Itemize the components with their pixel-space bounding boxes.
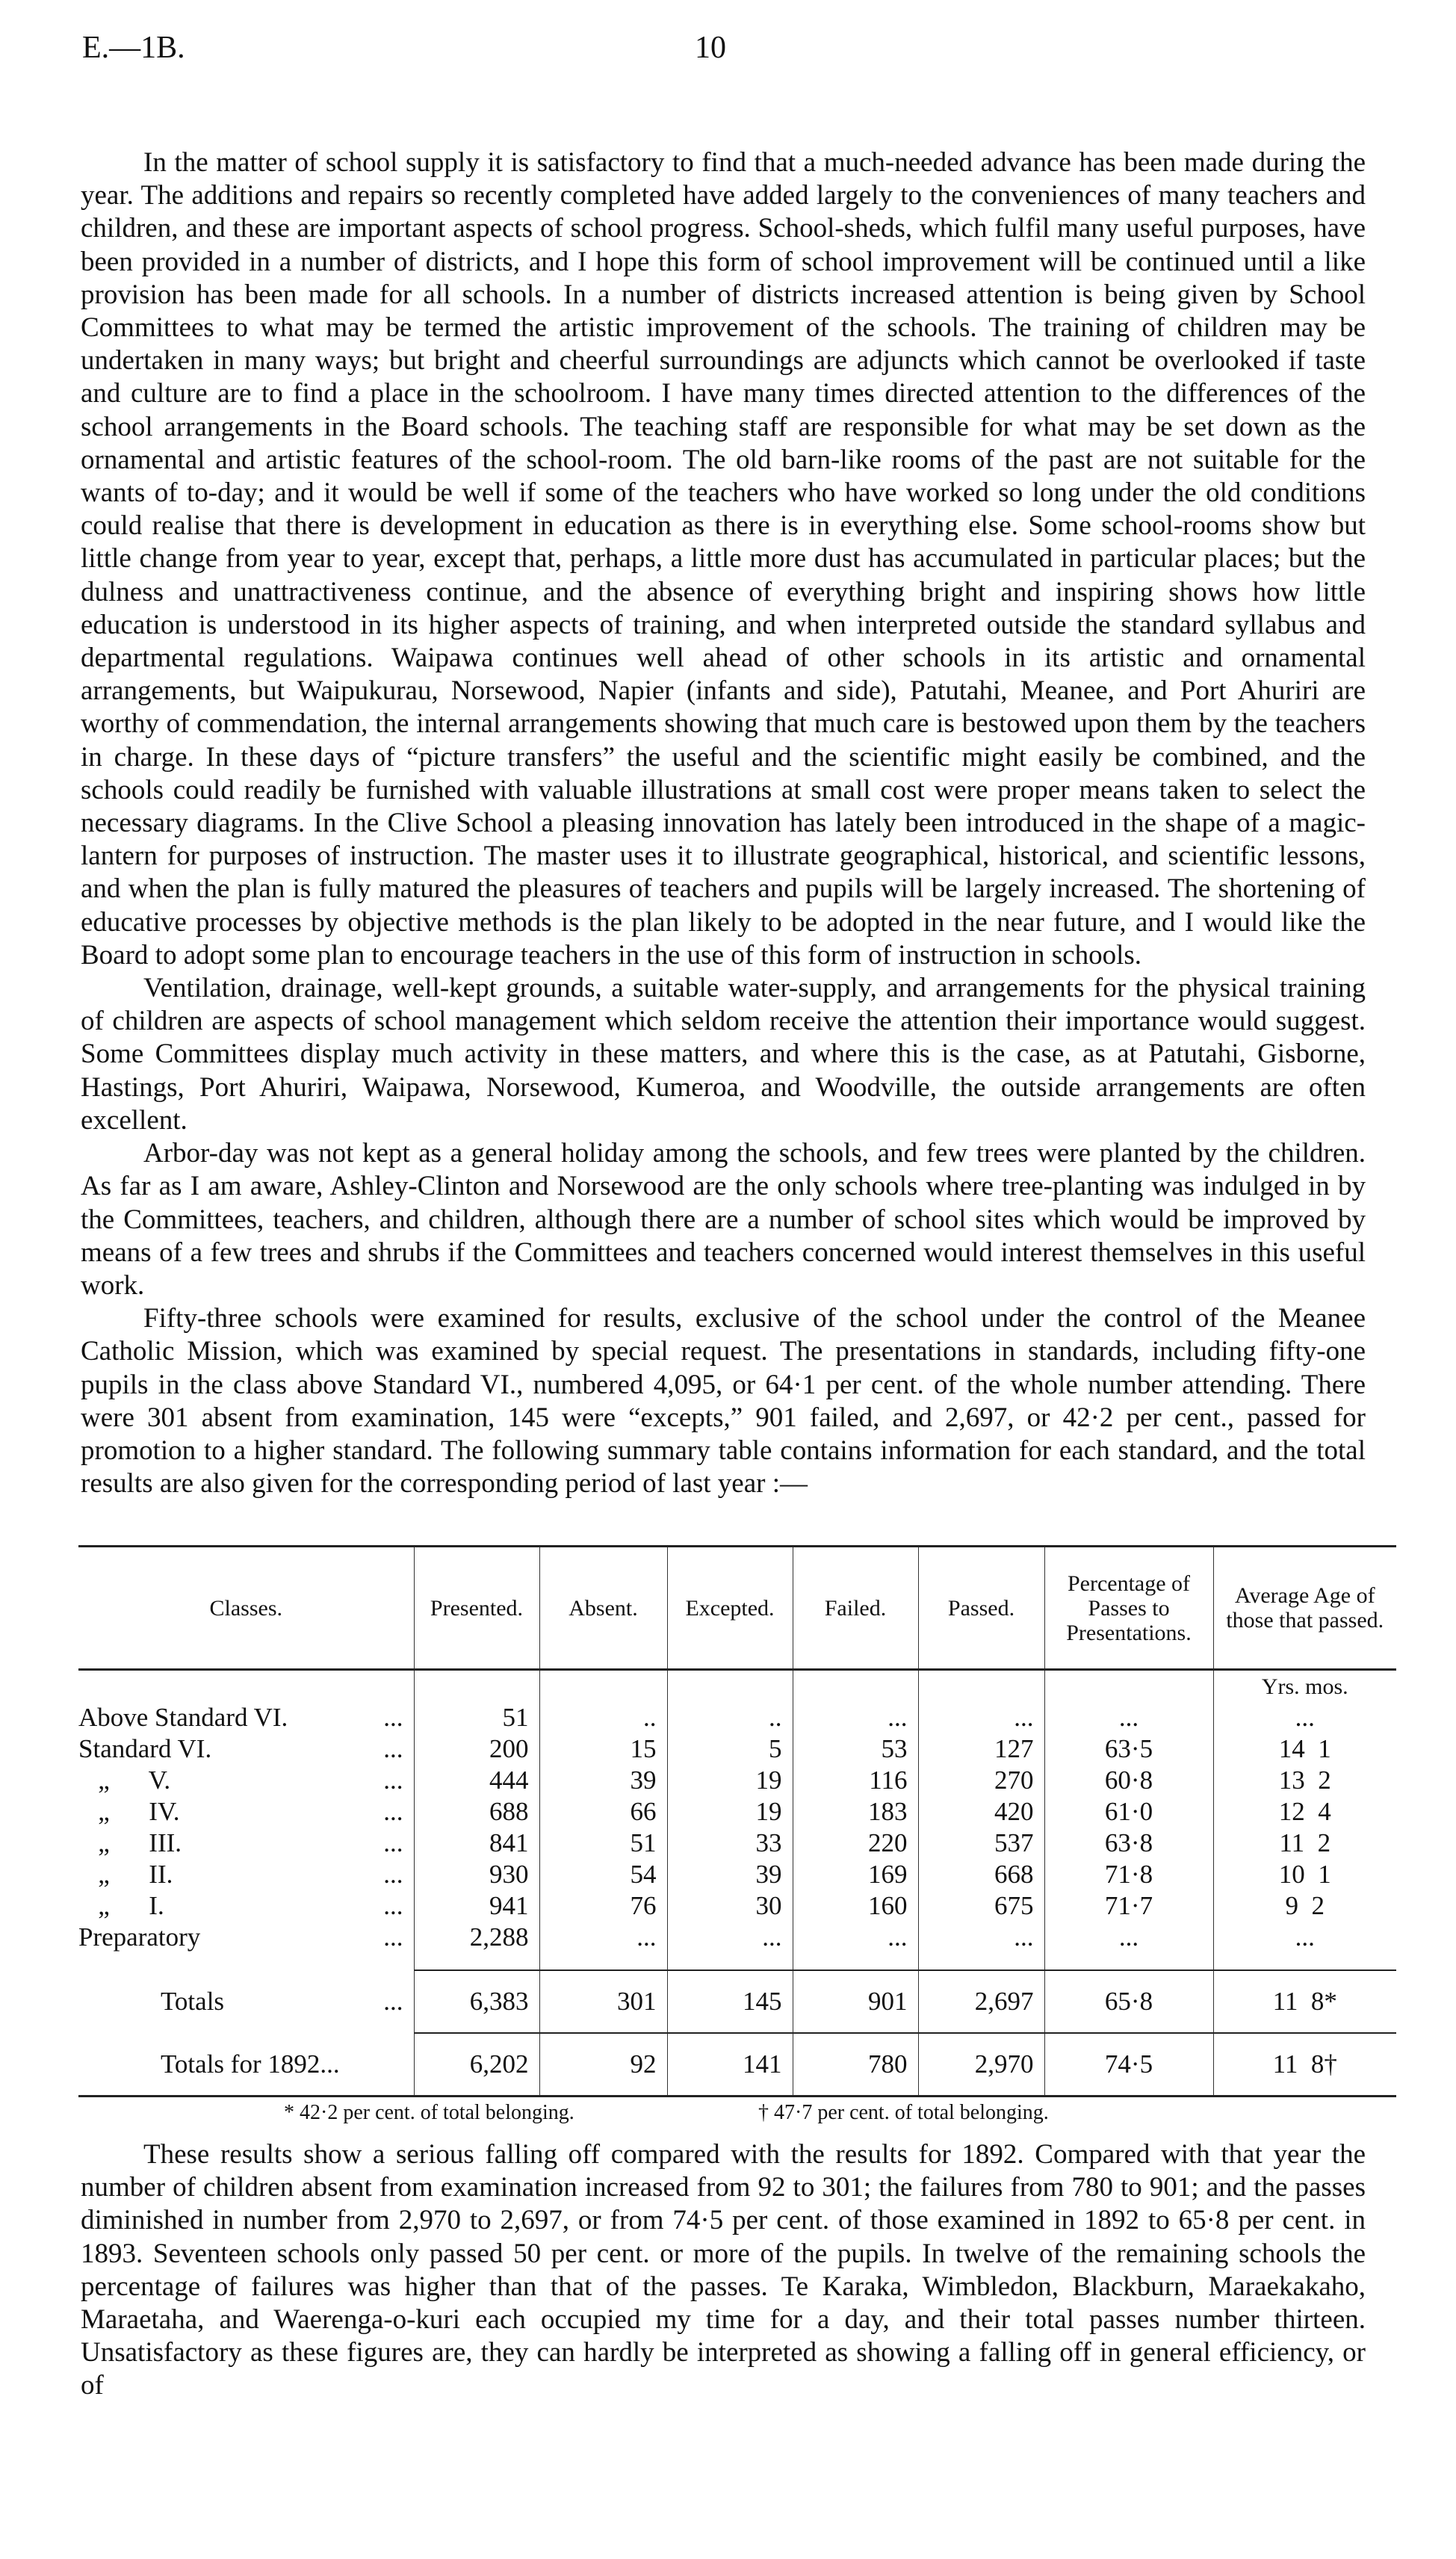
- cell-passed: ...: [918, 1922, 1044, 1953]
- leader-dots: ...: [383, 1797, 403, 1826]
- col-header-presented: Presented.: [414, 1547, 539, 1670]
- cell-absent: 54: [539, 1859, 667, 1890]
- cell-presented: 6,202: [414, 2033, 539, 2097]
- class-name: Totals: [161, 1987, 225, 2016]
- class-label: [78, 1702, 414, 1733]
- cell-pct: 74·5: [1044, 2033, 1213, 2097]
- cell-presented: 841: [414, 1828, 539, 1859]
- class-label: [78, 1970, 414, 2033]
- cell-absent: 92: [539, 2033, 667, 2097]
- col-header-percentage: Percentage of Passes to Presentations.: [1044, 1547, 1213, 1670]
- cell-absent: 51: [539, 1828, 667, 1859]
- cell-absent: 66: [539, 1796, 667, 1828]
- cell-passed: 675: [918, 1890, 1044, 1922]
- table-header-row: [78, 1547, 1396, 1670]
- cell-presented: 200: [414, 1733, 539, 1765]
- totals-row: [78, 1970, 1396, 2033]
- cell-presented: 688: [414, 1796, 539, 1828]
- cell-presented: 930: [414, 1859, 539, 1890]
- cell-pct: 63·8: [1044, 1828, 1213, 1859]
- cell-age: 13 2: [1213, 1765, 1396, 1796]
- col-header-classes: Classes.: [78, 1547, 414, 1670]
- cell-failed: 169: [793, 1859, 918, 1890]
- cell-age: 14 1: [1213, 1733, 1396, 1765]
- cell-failed: 901: [793, 1970, 918, 2033]
- leader-dots: ...: [383, 1987, 403, 2016]
- leader-dots: ...: [383, 1766, 403, 1795]
- table-row: [78, 1733, 1396, 1765]
- cell-absent: ..: [539, 1702, 667, 1733]
- closing-text: [81, 2138, 1366, 2403]
- spacer-row: [78, 1953, 1396, 1970]
- footnote-dagger: † 47·7 per cent. of total belonging.: [758, 2101, 1049, 2124]
- cell-age: ...: [1213, 1922, 1396, 1953]
- class-name: Above Standard VI.: [78, 1703, 288, 1732]
- col-header-average-age: Average Age of those that passed.: [1213, 1547, 1396, 1670]
- cell-excepted: 30: [667, 1890, 793, 1922]
- col-header-failed: Failed.: [793, 1547, 918, 1670]
- leader-dots: ...: [383, 1860, 403, 1889]
- cell-presented: 51: [414, 1702, 539, 1733]
- table-row: [78, 1890, 1396, 1922]
- page-number: 10: [695, 31, 726, 65]
- cell-failed: 53: [793, 1733, 918, 1765]
- cell-failed: 780: [793, 2033, 918, 2097]
- leader-dots: ...: [383, 1734, 403, 1763]
- footnote-asterisk: * 42·2 per cent. of total belonging.: [284, 2101, 574, 2124]
- cell-passed: ...: [918, 1702, 1044, 1733]
- class-label: [78, 1733, 414, 1765]
- paragraph-results: These results show a serious falling off compared with the results for 1892. Compared with that year the number of children absent from examination increased from 92 to 301; the failures from 780 to 901; and the passes diminished in number from 2,970 to 2,697, or from 74·5 per cent. of those examined in 1892 to 65·8 per cent. in 1893. Seventeen schools only passed 50 per cent. or more of the pupils. In twelve of the remaining schools the percentage of failures was higher than that of the passes. Te Karaka, Wimbledon, Blackburn, Maraekakaho, Maraetaha, and Waerenga-o-kuri each occupied my time for a day, and their total passes number thirteen. Unsatisfactory as these figures are, they can hardly be interpreted as showing a falling off in general efficiency, or of: [81, 2139, 1366, 2401]
- totals-1892-row: [78, 2033, 1396, 2097]
- cell-pct: 71·8: [1044, 1859, 1213, 1890]
- cell-presented: 941: [414, 1890, 539, 1922]
- cell-passed: 270: [918, 1765, 1044, 1796]
- class-label: [78, 1859, 414, 1890]
- cell-pct: 63·5: [1044, 1733, 1213, 1765]
- cell-age: 12 4: [1213, 1796, 1396, 1828]
- paragraph-school-supply: In the matter of school supply it is satisfactory to find that a much-needed advance has been made during the year. The additions and repairs so recently completed have added largely to the conveniences of many teachers and children, and these are important aspects of school progress. School-sheds, which fulfil many useful purposes, have been provided in a number of districts, and I hope this form of school improvement will be continued until a like provision has been made for all schools. In a number of districts increased attention is being given by School Committees to what may be termed the artistic improvement of the schools. The training of children may be undertaken in many ways; but bright and cheerful surroundings are adjuncts which cannot be overlooked if taste and culture are to find a place in the schoolroom. I have many times directed attention to the differences of the school arrangements in the Board schools. The teaching staff are responsible for what may be set down as the ornamental and artistic features of the school-room. The old barn-like rooms of the past are not suitable for the wants of to-day; and it would be well if some of the teachers who have worked so long under the old conditions could realise that there is development in education as there is in everything else. Some school-rooms show but little change from year to year, except that, perhaps, a little more dust has accumulated in particular places; but the dulness and unattractiveness continue, and the absence of everything bright and inspiring shows how little education is understood in its higher aspects of training, and when interpreted outside the standard syllabus and departmental regulations. Waipawa continues well ahead of other schools in its artistic and ornamental arrangements, but Waipukurau, Norsewood, Napier (infants and side), Patutahi, Meanee, and Port Ahuriri are worthy of commendation, the internal arrangements showing that much care is bestowed upon them by the teachers in charge. In these days of “picture transfers” the useful and the scientific might easily be combined, and the schools could readily be furnished with valuable illustrations at small cost were proper means taken to select the necessary diagrams. In the Clive School a pleasing innovation has lately been introduced in the shape of a magic-lantern for purposes of instruction. The master uses it to illustrate geographical, historical, and scientific lessons, and when the plan is fully matured the pleasures of teachers and pupils will be largely increased. The shortening of educative processes by objective methods is the plan likely to be adopted in the near future, and I would like the Board to adopt some plan to encourage teachers in the use of this form of instruction in schools.: [81, 147, 1366, 971]
- document-reference: E.—1B.: [82, 31, 185, 65]
- cell-pct: ...: [1044, 1702, 1213, 1733]
- class-name: Preparatory: [78, 1922, 201, 1952]
- paragraph-arbor-day: Arbor-day was not kept as a general holiday among the schools, and few trees were planted by the children. As far as I am aware, Ashley-Clinton and Norsewood are the only schools where tree-planting was indulged in by the Committees, teachers, and children, although there are a number of school sites which would be improved by means of a few trees and shrubs if the Committees and teachers concerned would interest themselves in this useful work.: [81, 1138, 1366, 1301]
- cell-excepted: ..: [667, 1702, 793, 1733]
- cell-pct: 71·7: [1044, 1890, 1213, 1922]
- cell-passed: 668: [918, 1859, 1044, 1890]
- table-row: [78, 1796, 1396, 1828]
- class-name: „ II.: [78, 1860, 173, 1889]
- cell-presented: 2,288: [414, 1922, 539, 1953]
- leader-dots: ...: [383, 1703, 403, 1732]
- cell-pct: ...: [1044, 1922, 1213, 1953]
- cell-passed: 2,970: [918, 2033, 1044, 2097]
- class-label: [78, 1922, 414, 1953]
- class-label: [78, 1765, 414, 1796]
- cell-failed: 116: [793, 1765, 918, 1796]
- cell-failed: 160: [793, 1890, 918, 1922]
- cell-age: 11 8†: [1213, 2033, 1396, 2097]
- cell-failed: ...: [793, 1702, 918, 1733]
- cell-passed: 2,697: [918, 1970, 1044, 2033]
- cell-age: 10 1: [1213, 1859, 1396, 1890]
- class-name: „ V.: [78, 1766, 171, 1795]
- cell-failed: ...: [793, 1922, 918, 1953]
- cell-excepted: 39: [667, 1859, 793, 1890]
- cell-age: 9 2: [1213, 1890, 1396, 1922]
- cell-excepted: 19: [667, 1796, 793, 1828]
- cell-pct: 61·0: [1044, 1796, 1213, 1828]
- class-label: [78, 2033, 414, 2097]
- cell-excepted: ...: [667, 1922, 793, 1953]
- cell-failed: 183: [793, 1796, 918, 1828]
- cell-excepted: 19: [667, 1765, 793, 1796]
- cell-passed: 537: [918, 1828, 1044, 1859]
- class-label: [78, 1828, 414, 1859]
- cell-age: 11 8*: [1213, 1970, 1396, 2033]
- table-row: [78, 1828, 1396, 1859]
- summary-table: [78, 1545, 1396, 2097]
- cell-absent: ...: [539, 1922, 667, 1953]
- class-name: Totals for 1892...: [161, 2049, 340, 2079]
- cell-excepted: 5: [667, 1733, 793, 1765]
- table-row: [78, 1922, 1396, 1953]
- class-name: „ IV.: [78, 1797, 180, 1826]
- class-label: [78, 1796, 414, 1828]
- cell-absent: 39: [539, 1765, 667, 1796]
- cell-failed: 220: [793, 1828, 918, 1859]
- cell-excepted: 33: [667, 1828, 793, 1859]
- table-row: [78, 1765, 1396, 1796]
- cell-pct: 65·8: [1044, 1970, 1213, 2033]
- class-name: „ III.: [78, 1828, 182, 1857]
- table-row: [78, 1859, 1396, 1890]
- cell-absent: 15: [539, 1733, 667, 1765]
- cell-excepted: 145: [667, 1970, 793, 2033]
- leader-dots: ...: [383, 1891, 403, 1920]
- leader-dots: ...: [383, 1922, 403, 1952]
- leader-dots: ...: [383, 1828, 403, 1857]
- cell-presented: 444: [414, 1765, 539, 1796]
- cell-absent: 76: [539, 1890, 667, 1922]
- cell-passed: 420: [918, 1796, 1044, 1828]
- body-text: [81, 146, 1366, 1500]
- col-header-passed: Passed.: [918, 1547, 1044, 1670]
- class-name: „ I.: [78, 1891, 164, 1920]
- table-row: [78, 1702, 1396, 1733]
- class-name: Standard VI.: [78, 1734, 212, 1763]
- cell-age: ...: [1213, 1702, 1396, 1733]
- cell-presented: 6,383: [414, 1970, 539, 2033]
- paragraph-ventilation: Ventilation, drainage, well-kept grounds, a suitable water-supply, and arrangements for the physical training of children are aspects of school management which seldom receive the attention their importance would suggest. Some Committees display much activity in these matters, and where this is the case, as at Patutahi, Gisborne, Hastings, Port Ahuriri, Waipawa, Norsewood, Kumeroa, and Woodville, the outside arrangements are often excellent.: [81, 973, 1366, 1136]
- cell-passed: 127: [918, 1733, 1044, 1765]
- paragraph-examinations: Fifty-three schools were examined for results, exclusive of the school under the control of the Meanee Catholic Mission, which was examined by special request. The presentations in standards, including fifty-one pupils in the class above Standard VI., numbered 4,095, or 64·1 per cent. of the whole number attending. There were 301 absent from examination, 145 were “excepts,” 901 failed, and 2,697, or 42·2 per cent., passed for promotion to a higher standard. The following summary table contains information for each standard, and the total results are also given for the corresponding period of last year :—: [81, 1303, 1366, 1500]
- cell-pct: 60·8: [1044, 1765, 1213, 1796]
- cell-excepted: 141: [667, 2033, 793, 2097]
- units-row: [78, 1670, 1396, 1703]
- cell-age: 11 2: [1213, 1828, 1396, 1859]
- col-header-absent: Absent.: [539, 1547, 667, 1670]
- col-header-excepted: Excepted.: [667, 1547, 793, 1670]
- cell-absent: 301: [539, 1970, 667, 2033]
- class-label: [78, 1890, 414, 1922]
- age-units: Yrs. mos.: [1213, 1670, 1396, 1703]
